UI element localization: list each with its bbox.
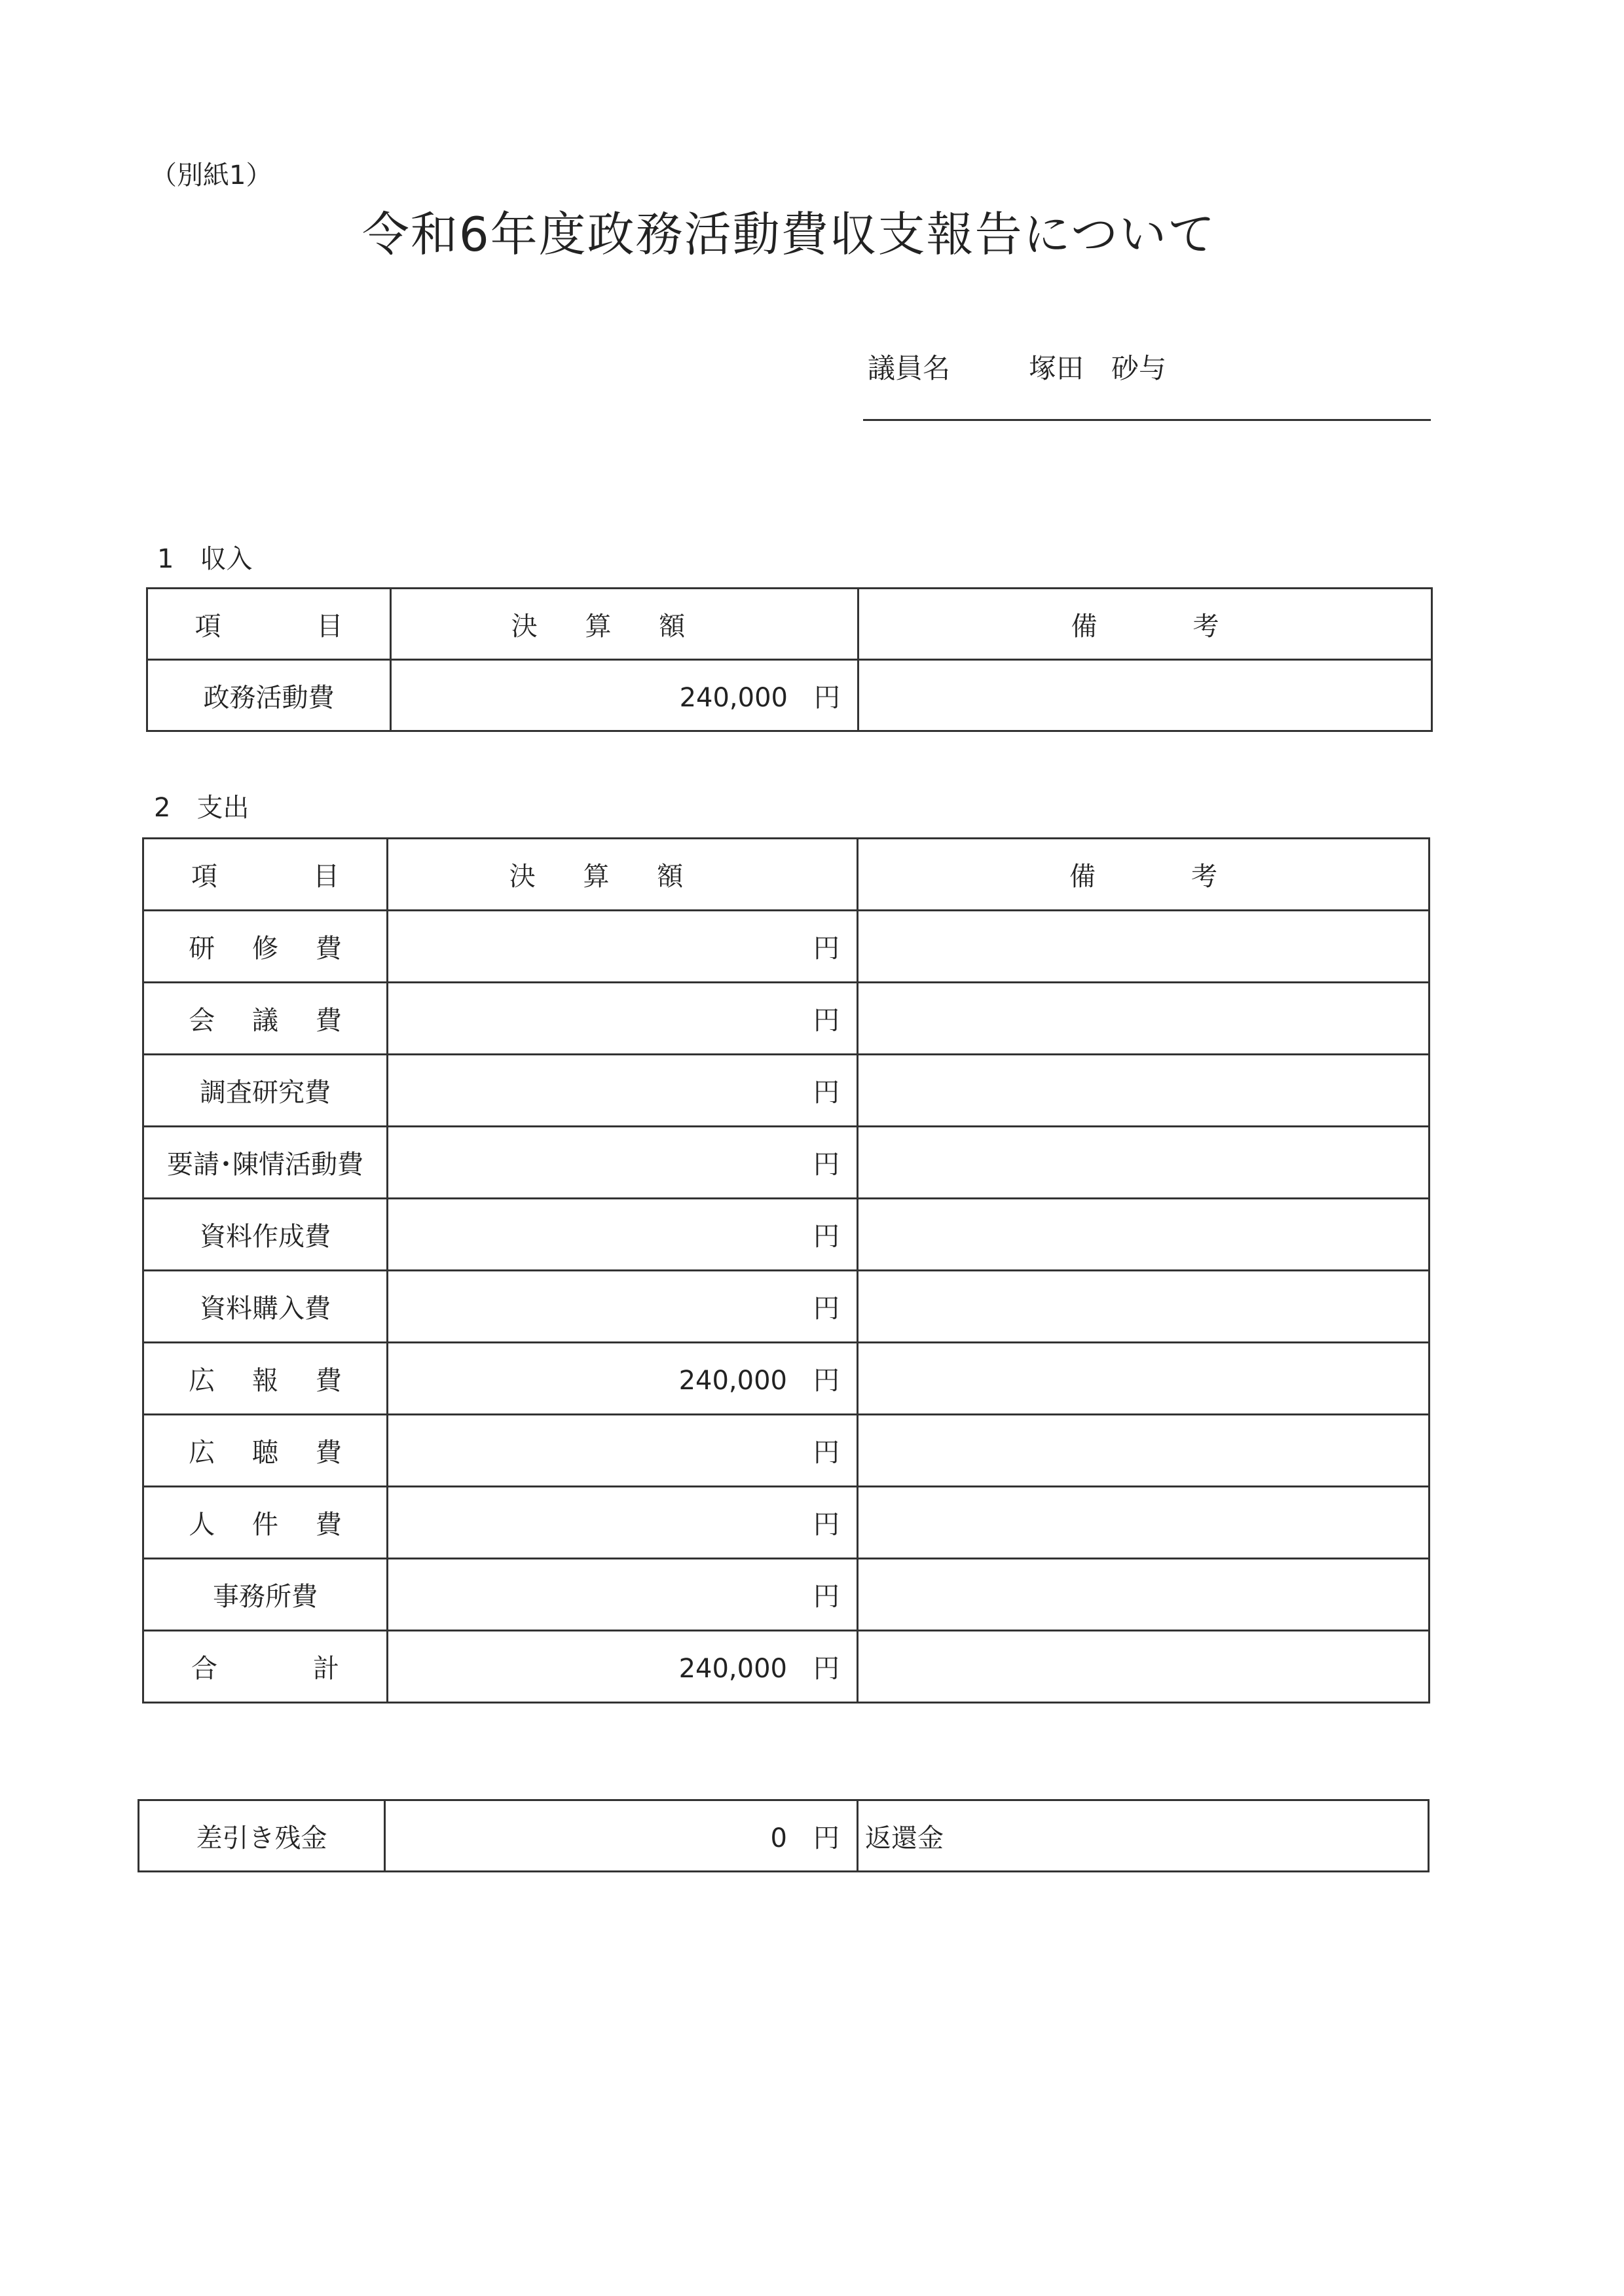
income-remarks-cell	[858, 660, 1432, 731]
income-section-label: 1 収入	[157, 544, 253, 574]
expense-item-cell: 会 議 費	[143, 983, 388, 1055]
balance-amount-cell	[385, 1800, 858, 1872]
table-row	[143, 1487, 1430, 1559]
balance-label-cell: 差引き残金	[139, 1800, 385, 1872]
yen-unit: 円	[813, 1654, 840, 1684]
expense-amount-cell	[388, 1343, 858, 1415]
table-row	[143, 1127, 1430, 1199]
expense-amount-cell	[388, 911, 858, 983]
table-row	[143, 911, 1430, 983]
expenditure-table	[142, 837, 1430, 1704]
yen-unit: 円	[813, 1510, 840, 1540]
income-amount-cell	[391, 660, 858, 731]
expense-remarks-cell	[858, 1055, 1430, 1127]
member-label: 議員名	[868, 352, 951, 384]
expense-amount-cell	[388, 1127, 858, 1199]
income-header-row	[147, 589, 1432, 660]
column-header-amount: 決 算 額	[391, 589, 858, 660]
expense-item-cell: 事務所費	[143, 1559, 388, 1631]
expense-amount-cell	[388, 1487, 858, 1559]
expense-item-cell: 調査研究費	[143, 1055, 388, 1127]
expense-remarks-cell	[858, 983, 1430, 1055]
expense-item-cell: 広 報 費	[143, 1343, 388, 1415]
amount-value: 240,000	[679, 682, 788, 713]
table-row	[143, 1343, 1430, 1415]
column-header-item: 項 目	[143, 839, 388, 911]
yen-unit: 円	[813, 1823, 840, 1853]
expense-item-cell: 研 修 費	[143, 911, 388, 983]
yen-unit: 円	[813, 1078, 840, 1108]
yen-unit: 円	[813, 1438, 840, 1468]
page-title: 令和6年度政務活動費収支報告について	[361, 207, 1217, 262]
expense-amount-cell	[388, 1199, 858, 1271]
column-header-amount: 決 算 額	[388, 839, 858, 911]
expense-amount-cell	[388, 983, 858, 1055]
yen-unit: 円	[813, 1150, 840, 1180]
expenditure-section-label: 2 支出	[154, 793, 249, 823]
yen-unit: 円	[813, 1582, 840, 1612]
total-remarks-cell	[858, 1631, 1430, 1703]
expense-remarks-cell	[858, 1559, 1430, 1631]
member-underline	[863, 419, 1431, 421]
expense-amount-cell	[388, 1415, 858, 1487]
expense-item-cell: 広 聴 費	[143, 1415, 388, 1487]
table-row	[143, 983, 1430, 1055]
table-row	[143, 1415, 1430, 1487]
balance-table	[138, 1799, 1430, 1872]
income-table	[146, 587, 1433, 732]
yen-unit: 円	[813, 1222, 840, 1252]
column-header-remarks: 備 考	[858, 589, 1432, 660]
expense-amount-cell	[388, 1559, 858, 1631]
income-item-cell: 政務活動費	[147, 660, 391, 731]
expense-remarks-cell	[858, 1343, 1430, 1415]
balance-row	[139, 1800, 1429, 1872]
expense-remarks-cell	[858, 1415, 1430, 1487]
yen-unit: 円	[813, 1294, 840, 1324]
member-name: 塚田 砂与	[1029, 352, 1167, 384]
expense-remarks-cell	[858, 1487, 1430, 1559]
expense-remarks-cell	[858, 911, 1430, 983]
expense-remarks-cell	[858, 1271, 1430, 1343]
total-label-cell: 合 計	[143, 1631, 388, 1703]
expense-amount-cell	[388, 1271, 858, 1343]
table-row	[143, 1559, 1430, 1631]
total-row	[143, 1631, 1430, 1703]
expense-remarks-cell	[858, 1127, 1430, 1199]
yen-unit: 円	[813, 934, 840, 964]
yen-unit: 円	[814, 682, 840, 713]
expense-amount-cell	[388, 1055, 858, 1127]
column-header-item: 項 目	[147, 589, 391, 660]
expense-item-cell: 人 件 費	[143, 1487, 388, 1559]
amount-value: 240,000	[678, 1366, 787, 1396]
yen-unit: 円	[813, 1366, 840, 1396]
total-amount-cell	[388, 1631, 858, 1703]
member-line	[868, 347, 1166, 386]
refund-cell: 返還金	[858, 1800, 1429, 1872]
expense-item-cell: 資料購入費	[143, 1271, 388, 1343]
expense-item-cell: 資料作成費	[143, 1199, 388, 1271]
amount-value: 0	[770, 1823, 787, 1853]
column-header-remarks: 備 考	[858, 839, 1430, 911]
table-row	[143, 1055, 1430, 1127]
table-row	[143, 1271, 1430, 1343]
amount-value: 240,000	[678, 1654, 787, 1684]
expenditure-header-row	[143, 839, 1430, 911]
attachment-note: （別紙1）	[151, 160, 272, 191]
table-row	[147, 660, 1432, 731]
expense-remarks-cell	[858, 1199, 1430, 1271]
expense-item-cell: 要請･陳情活動費	[143, 1127, 388, 1199]
yen-unit: 円	[813, 1006, 840, 1036]
table-row	[143, 1199, 1430, 1271]
